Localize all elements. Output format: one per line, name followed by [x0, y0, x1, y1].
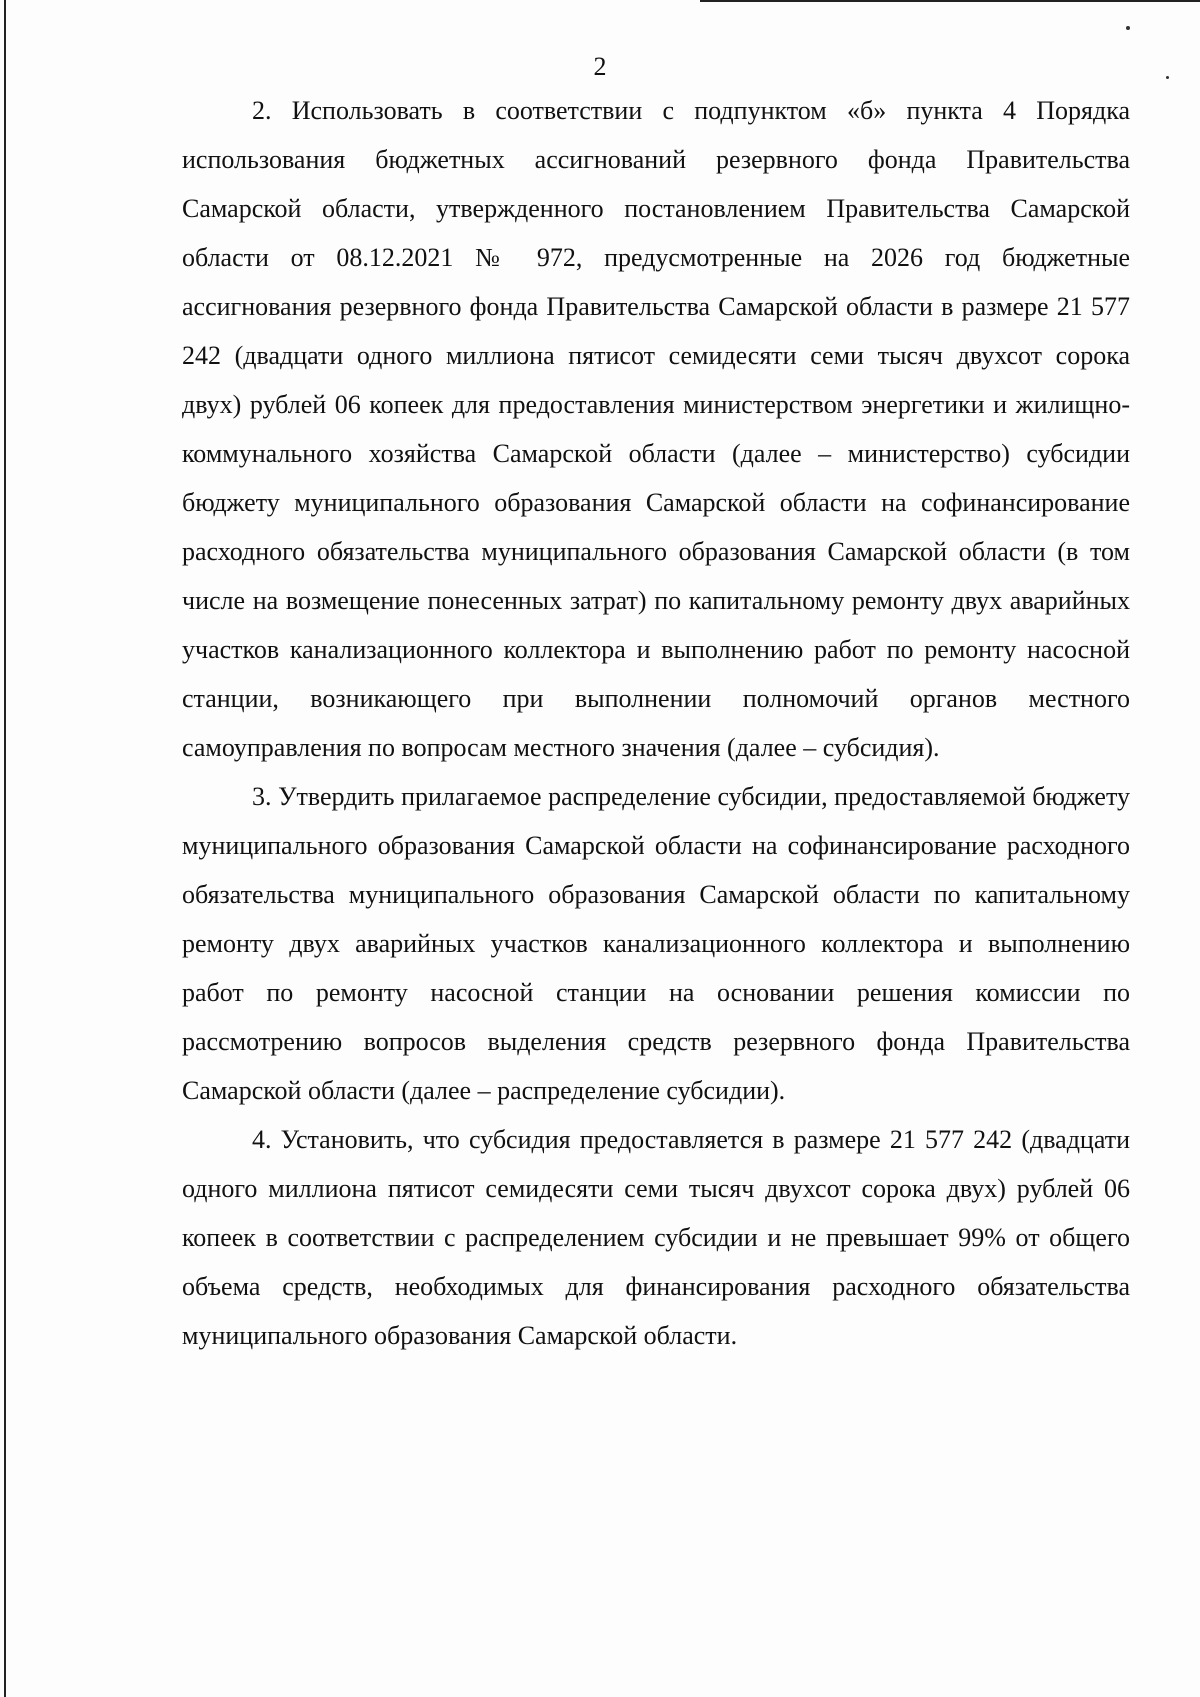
paragraph-4: 4. Установить, что субсидия предоставляется в размере 21 577 242 (двадцати одного миллиона пятисот семидесяти семи тысяч двухсот сорока двух) рублей 06 копеек в соответствии с распределением субсидии и не превышает 99% от общего объема средств, необходимых для финансирования расходного обязательства муниципального образования Самарской области. [182, 1125, 1130, 1350]
scan-top-line [700, 0, 1200, 2]
document-body [182, 86, 1130, 1360]
scan-speck [1126, 26, 1130, 30]
paragraph-2: 2. Использовать в соответствии с подпунктом «б» пункта 4 Порядка использования бюджетных ассигнований резервного фонда Правительства Самарской области, утвержденного постановлением Правительства Самарской области от 08.12.2021 № 972, предусмотренные на 2026 год бюджетные ассигнования резервного фонда Правительства Самарской области в размере 21 577 242 (двадцати одного миллиона пятисот семидесяти семи тысяч двухсот сорока двух) рублей 06 копеек для предоставления министерством энергетики и жилищно-коммунального хозяйства Самарской области (далее – министерство) субсидии бюджету муниципального образования Самарской области на софинансирование расходного обязательства муниципального образования Самарской области (в том числе на возмещение понесенных затрат) по капитальному ремонту двух аварийных участков канализационного коллектора и выполнению работ по ремонту насосной станции, возникающего при выполнении полномочий органов местного самоуправления по вопросам местного значения (далее – субсидия). [182, 96, 1130, 762]
page-number: 2 [593, 52, 607, 81]
scan-left-edge [4, 0, 6, 1697]
paragraph-3: 3. Утвердить прилагаемое распределение субсидии, предоставляемой бюджету муниципального образования Самарской области на софинансирование расходного обязательства муниципального образования Самарской области по капитальному ремонту двух аварийных участков канализационного коллектора и выполнению работ по ремонту насосной станции на основании решения комиссии по рассмотрению вопросов выделения средств резервного фонда Правительства Самарской области (далее – распределение субсидии). [182, 782, 1130, 1105]
